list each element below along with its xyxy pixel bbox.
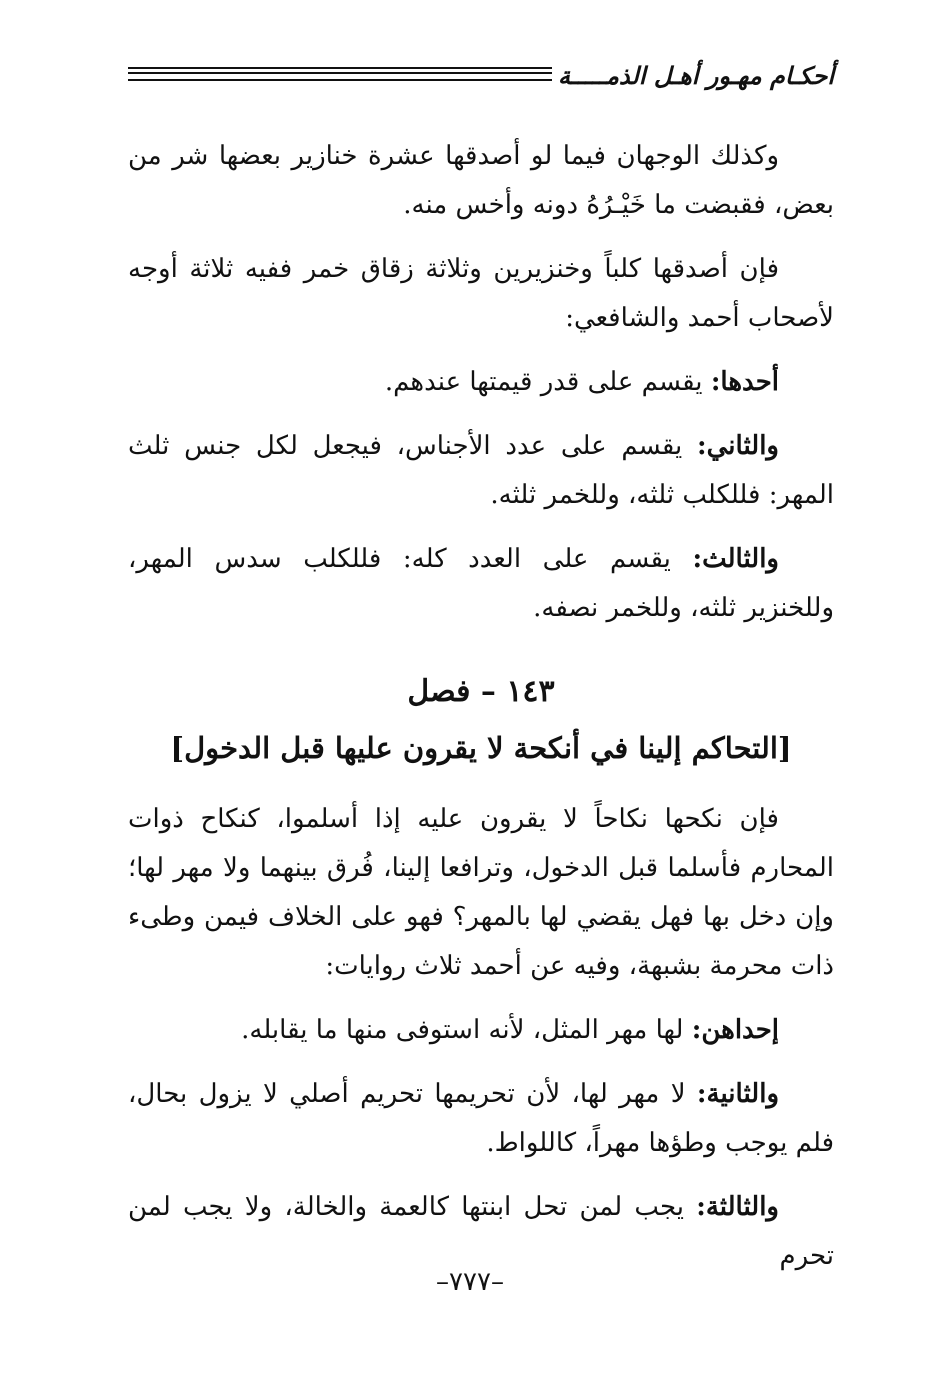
aspect-item: [128, 422, 834, 520]
page-header: [128, 58, 834, 98]
section-number: ١٤٣ – فصل: [407, 674, 555, 709]
narration-text: لها مهر المثل، لأنه استوفى منها ما يقابله.: [241, 1015, 692, 1045]
aspect-item: [128, 358, 834, 407]
narration-item: [128, 1006, 834, 1055]
narration-lead: والثانية:: [696, 1079, 779, 1109]
narration-lead: والثالثة:: [696, 1192, 779, 1222]
header-rule: [128, 67, 552, 81]
narration-text: لا مهر لها، لأن تحريمها تحريم أصلي لا يزول بحال، فلم يوجب وطؤها مهراً، كاللواط.: [128, 1079, 834, 1158]
paragraph: وكذلك الوجهان فيما لو أصدقها عشرة خنازير بعضها شر من بعض، فقبضت ما خَيْـرُهُ دونه وأخس منه.: [128, 141, 834, 220]
paragraph: فإن أصدقها كلباً وخنزيرين وثلاثة زقاق خمر ففيه ثلاثة أوجه لأصحاب أحمد والشافعي:: [128, 254, 834, 333]
narration-text: يجب لمن تحل ابنتها كالعمة والخالة، ولا يجب لمن تحرم: [128, 1192, 834, 1271]
page-body: [128, 132, 834, 1296]
aspect-item: [128, 535, 834, 633]
page-number: –٧٧٧–: [436, 1267, 504, 1297]
running-title: أحكـام مهـور أهـل الذمـــــة: [558, 61, 834, 90]
paragraph: فإن نكحها نكاحاً لا يقرون عليه إذا أسلموا، كنكاح ذوات المحارم فأسلما قبل الدخول، وترافعا إلينا، فُرق بينهما ولا مهر لها؛ وإن دخل بها فهل يقضي لها بالمهر؟ فهو على الخلاف فيمن وطىء ذات محرمة بشبهة، وفيه عن أحمد ثلاث روايات:: [128, 804, 834, 981]
aspect-text: يقسم على العدد كله: فللكلب سدس المهر، وللخنزير ثلثه، وللخمر نصفه.: [128, 544, 834, 623]
aspect-text: يقسم على قدر قيمتها عندهم.: [384, 367, 711, 397]
narration-item: [128, 1070, 834, 1168]
aspect-lead: والثالث:: [692, 544, 779, 574]
section-title: [التحاكم إلينا في أنكحة لا يقرون عليها قبل الدخول]: [170, 731, 792, 765]
aspect-lead: أحدها:: [710, 367, 779, 397]
narration-lead: إحداهن:: [691, 1015, 779, 1045]
aspect-lead: والثاني:: [697, 431, 779, 461]
aspect-text: يقسم على عدد الأجناس، فيجعل لكل جنس ثلث المهر: فللكلب ثلثه، وللخمر ثلثه.: [128, 431, 834, 510]
